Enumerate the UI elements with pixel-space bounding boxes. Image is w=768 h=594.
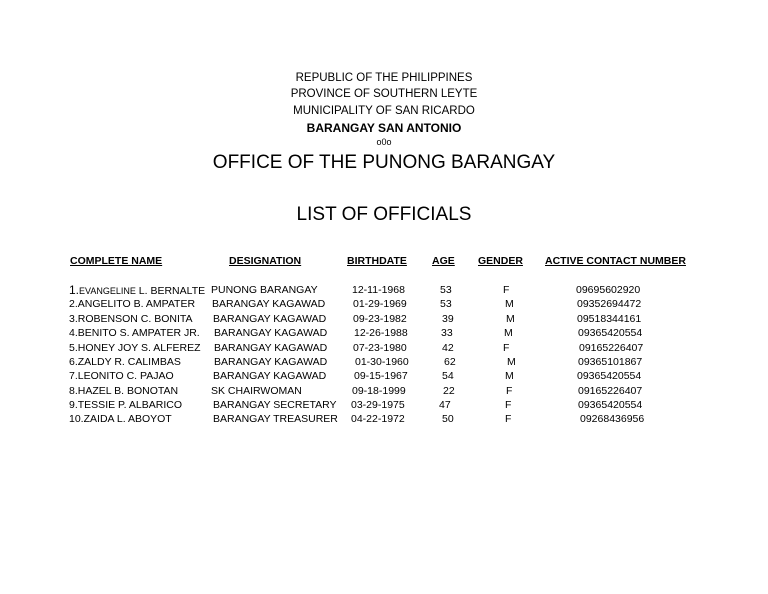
official-contact: 09518344161 [577, 313, 642, 325]
official-name: 6.ZALDY R. CALIMBAS [69, 356, 181, 368]
official-gender: M [505, 298, 514, 310]
official-age: 53 [440, 284, 452, 296]
official-name: 7.LEONITO C. PAJAO [69, 370, 174, 382]
official-designation: BARANGAY SECRETARY [213, 399, 337, 411]
official-name: 5.HONEY JOY S. ALFEREZ [69, 342, 201, 354]
official-birthdate: 03-29-1975 [351, 399, 405, 411]
official-row [0, 369, 768, 383]
official-row [0, 355, 768, 369]
official-designation: BARANGAY KAGAWAD [212, 298, 326, 310]
official-gender: M [507, 356, 516, 368]
official-designation: BARANGAY KAGAWAD [213, 370, 327, 382]
official-name: 9.TESSIE P. ALBARICO [69, 399, 183, 411]
official-age: 62 [444, 356, 456, 368]
official-birthdate: 09-15-1967 [354, 370, 408, 382]
official-designation: BARANGAY KAGAWAD [214, 327, 328, 339]
official-age: 33 [441, 327, 453, 339]
column-header-gender: GENDER [478, 255, 523, 267]
official-name: 10.ZAIDA L. ABOYOT [69, 413, 172, 425]
official-contact: 09268436956 [580, 413, 645, 425]
official-row [0, 283, 768, 297]
official-name: 8.HAZEL B. BONOTAN [69, 385, 179, 397]
official-contact: 09695602920 [576, 284, 641, 296]
official-name: 3.ROBENSON C. BONITA [69, 313, 193, 325]
column-header-birthdate: BIRTHDATE [347, 255, 407, 267]
official-gender: F [505, 399, 512, 411]
official-gender: F [505, 413, 512, 425]
official-birthdate: 09-23-1982 [353, 313, 407, 325]
official-birthdate: 01-29-1969 [353, 298, 407, 310]
official-age: 54 [442, 370, 454, 382]
official-row [0, 326, 768, 340]
official-designation: BARANGAY KAGAWAD [214, 356, 328, 368]
official-age: 39 [442, 313, 454, 325]
official-gender: M [505, 370, 514, 382]
official-designation: BARANGAY TREASURER [213, 413, 338, 425]
official-age: 50 [442, 413, 454, 425]
official-name: 4.BENITO S. AMPATER JR. [69, 327, 200, 339]
official-birthdate: 07-23-1980 [353, 342, 407, 354]
column-header-name: COMPLETE NAME [70, 255, 163, 267]
official-row [0, 297, 768, 311]
official-designation: BARANGAY KAGAWAD [214, 342, 328, 354]
official-gender: M [506, 313, 515, 325]
header-municipality: MUNICIPALITY OF SAN RICARDO [293, 105, 475, 117]
list-title: LIST OF OFFICIALS [296, 204, 472, 225]
official-contact: 09365420554 [577, 370, 642, 382]
official-name: 2.ANGELITO B. AMPATER [69, 298, 196, 310]
official-contact: 09365420554 [578, 327, 643, 339]
official-name: 1.EVANGELINE L. BERNALTE [69, 283, 206, 297]
official-contact: 09365420554 [578, 399, 643, 411]
official-row [0, 412, 768, 426]
official-row [0, 341, 768, 355]
official-contact: 09365101867 [578, 356, 643, 368]
official-contact: 09165226407 [579, 342, 644, 354]
official-contact: 09165226407 [578, 385, 643, 397]
column-header-age: AGE [432, 255, 455, 267]
official-age: 42 [442, 342, 454, 354]
header-republic: REPUBLIC OF THE PHILIPPINES [295, 72, 473, 84]
official-designation: BARANGAY KAGAWAD [213, 313, 327, 325]
official-birthdate: 09-18-1999 [352, 385, 406, 397]
official-contact: 09352694472 [577, 298, 642, 310]
official-row [0, 312, 768, 326]
official-birthdate: 12-26-1988 [354, 327, 408, 339]
official-age: 22 [443, 385, 455, 397]
column-header-designation: DESIGNATION [229, 255, 302, 267]
official-gender: M [504, 327, 513, 339]
official-birthdate: 04-22-1972 [351, 413, 405, 425]
official-row [0, 398, 768, 412]
official-age: 47 [439, 399, 451, 411]
official-designation: SK CHAIRWOMAN [211, 385, 302, 397]
official-gender: F [503, 342, 510, 354]
official-gender: F [503, 284, 510, 296]
official-row [0, 384, 768, 398]
official-age: 53 [440, 298, 452, 310]
official-birthdate: 01-30-1960 [355, 356, 409, 368]
office-title: OFFICE OF THE PUNONG BARANGAY [212, 152, 556, 173]
official-designation: PUNONG BARANGAY [211, 284, 318, 296]
header-province: PROVINCE OF SOUTHERN LEYTE [290, 88, 478, 100]
header-barangay: BARANGAY SAN ANTONIO [306, 121, 462, 135]
official-birthdate: 12-11-1968 [352, 284, 405, 296]
header-separator: o0o [376, 137, 392, 147]
official-gender: F [506, 385, 513, 397]
column-header-contact: ACTIVE CONTACT NUMBER [545, 255, 686, 267]
